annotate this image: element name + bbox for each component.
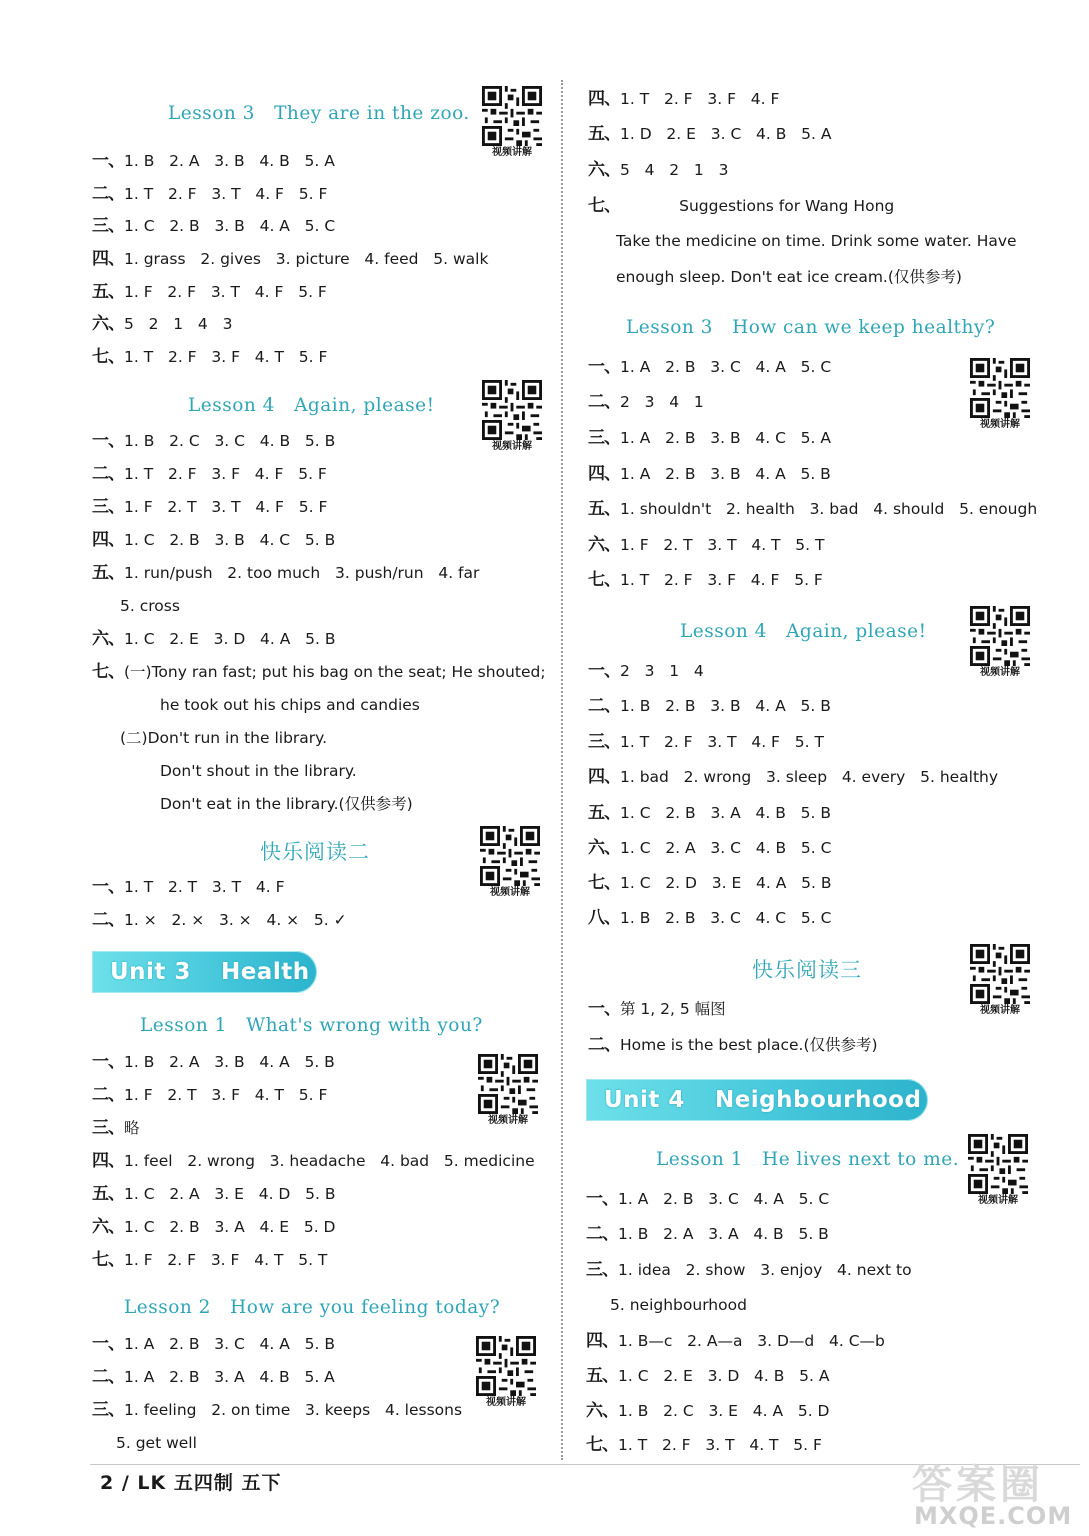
qr-code[interactable] xyxy=(480,380,544,454)
answer-line: 二、1. × 2. × 3. × 4. × 5. ✓ xyxy=(92,910,347,930)
answer-line: Don't shout in the library. xyxy=(160,762,357,780)
answer-line: 七、 Suggestions for Wang Hong xyxy=(588,196,895,216)
answer-line: 二、1. T 2. F 3. F 4. F 5. F xyxy=(92,464,327,484)
qr-caption: 视频讲解 xyxy=(980,419,1020,430)
qr-caption: 视频讲解 xyxy=(978,1195,1018,1206)
answer-line: 二、2 3 4 1 xyxy=(588,392,704,412)
qr-code[interactable] xyxy=(474,1336,538,1410)
qr-code[interactable] xyxy=(478,826,542,900)
answer-line: 六、1. C 2. B 3. A 4. E 5. D xyxy=(92,1217,336,1237)
answer-line: 一、第 1, 2, 5 幅图 xyxy=(588,999,726,1019)
answer-line: 六、1. C 2. E 3. D 4. A 5. B xyxy=(92,629,336,649)
qr-code-icon xyxy=(476,1336,536,1396)
lesson-title: Lesson 2 How are you feeling today? xyxy=(124,1297,501,1318)
answer-line: 四、1. grass 2. gives 3. picture 4. feed 5. walk xyxy=(92,249,489,269)
column-divider xyxy=(561,80,563,1460)
unit-banner xyxy=(586,1079,928,1121)
answer-line: 5. neighbourhood xyxy=(610,1296,747,1314)
answer-line: 五、1. C 2. E 3. D 4. B 5. A xyxy=(586,1366,830,1386)
qr-code[interactable] xyxy=(968,944,1032,1018)
watermark-logo: 答案圈 xyxy=(912,1462,1044,1508)
answer-line: 三、1. feeling 2. on time 3. keeps 4. lessons xyxy=(92,1400,463,1420)
answer-line: 五、1. shouldn't 2. health 3. bad 4. should 5. enough xyxy=(588,499,1038,519)
lesson-title: Lesson 3 They are in the zoo. xyxy=(168,103,470,124)
qr-caption: 视频讲解 xyxy=(488,1115,528,1126)
answer-line: 一、1. A 2. B 3. C 4. A 5. C xyxy=(588,357,832,377)
answer-line: 五、1. D 2. E 3. C 4. B 5. A xyxy=(588,124,832,144)
qr-code[interactable] xyxy=(476,1054,540,1128)
answer-line: 三、1. F 2. T 3. T 4. F 5. F xyxy=(92,497,328,517)
lesson-title: Lesson 1 What's wrong with you? xyxy=(140,1015,483,1036)
answer-line: 七、1. T 2. F 3. F 4. T 5. F xyxy=(92,347,328,367)
qr-caption: 视频讲解 xyxy=(492,147,532,158)
answer-line: 六、1. C 2. A 3. C 4. B 5. C xyxy=(588,838,832,858)
answer-line: 三、1. idea 2. show 3. enjoy 4. next to xyxy=(586,1260,912,1280)
answer-line: 一、1. T 2. T 3. T 4. F xyxy=(92,877,285,897)
answer-line: 六、5 4 2 1 3 xyxy=(588,160,729,180)
answer-line: 五、1. run/push 2. too much 3. push/run 4. far xyxy=(92,563,480,583)
answer-line: 一、1. B 2. A 3. B 4. A 5. B xyxy=(92,1052,335,1072)
unit-name: Health xyxy=(220,959,310,985)
answer-line: 四、1. bad 2. wrong 3. sleep 4. every 5. healthy xyxy=(588,767,999,787)
answer-line: 二、1. B 2. A 3. A 4. B 5. B xyxy=(586,1224,829,1244)
qr-caption: 视频讲解 xyxy=(486,1397,526,1408)
answer-line: 四、1. T 2. F 3. F 4. F xyxy=(588,89,780,109)
answer-line: 五、1. F 2. F 3. T 4. F 5. F xyxy=(92,282,327,302)
watermark xyxy=(900,1462,1080,1532)
qr-code[interactable] xyxy=(968,606,1032,680)
answer-line: 一、1. B 2. C 3. C 4. B 5. B xyxy=(92,431,336,451)
reading-title: 快乐阅读三 xyxy=(752,958,862,982)
qr-caption: 视频讲解 xyxy=(490,887,530,898)
qr-code-icon xyxy=(970,358,1030,418)
answer-line: 三、1. T 2. F 3. T 4. F 5. T xyxy=(588,732,824,752)
answer-line: 五、1. C 2. A 3. E 4. D 5. B xyxy=(92,1184,336,1204)
unit-name: Neighbourhood xyxy=(714,1087,922,1113)
answer-line: 三、略 xyxy=(92,1118,140,1138)
unit-number: Unit 4 xyxy=(604,1087,685,1113)
answer-line: 四、1. A 2. B 3. B 4. A 5. B xyxy=(588,464,831,484)
answer-line: 七、1. T 2. F 3. T 4. T 5. F xyxy=(586,1435,822,1455)
watermark-url: MXQE.COM xyxy=(914,1502,1073,1530)
answer-line: 八、1. B 2. B 3. C 4. C 5. C xyxy=(588,908,832,928)
qr-caption: 视频讲解 xyxy=(980,667,1020,678)
answer-line: 一、1. A 2. B 3. C 4. A 5. C xyxy=(586,1189,830,1209)
answer-line: 二、1. B 2. B 3. B 4. A 5. B xyxy=(588,696,831,716)
lesson-title: Lesson 3 How can we keep healthy? xyxy=(626,317,996,338)
answer-line: Take the medicine on time. Drink some water. Have xyxy=(616,232,1017,250)
answer-line: 三、1. C 2. B 3. B 4. A 5. C xyxy=(92,216,336,236)
qr-code-icon xyxy=(970,944,1030,1004)
answer-line: 二、1. A 2. B 3. A 4. B 5. A xyxy=(92,1367,335,1387)
lesson-title: Lesson 1 He lives next to me. xyxy=(656,1149,960,1170)
answer-line: 六、5 2 1 4 3 xyxy=(92,314,233,334)
answer-line: 四、1. B—c 2. A—a 3. D—d 4. C—b xyxy=(586,1331,885,1351)
answer-line: 六、1. B 2. C 3. E 4. A 5. D xyxy=(586,1401,830,1421)
lesson-title: Lesson 4 Again, please! xyxy=(188,395,435,416)
answer-line: 二、Home is the best place.(仅供参考) xyxy=(588,1035,878,1055)
answer-line: he took out his chips and candies xyxy=(160,696,420,714)
unit-number: Unit 3 xyxy=(110,959,191,985)
answer-line: enough sleep. Don't eat ice cream.(仅供参考) xyxy=(616,268,962,286)
answer-line: 一、1. B 2. A 3. B 4. B 5. A xyxy=(92,151,335,171)
answer-line: 二、1. F 2. T 3. F 4. T 5. F xyxy=(92,1085,328,1105)
qr-code-icon xyxy=(480,826,540,886)
answer-line: 七、1. F 2. F 3. F 4. T 5. T xyxy=(92,1250,328,1270)
qr-code[interactable] xyxy=(966,1134,1030,1208)
answer-line: 5. cross xyxy=(120,597,180,615)
lesson-title: Lesson 4 Again, please! xyxy=(680,621,927,642)
answer-line: 一、1. A 2. B 3. C 4. A 5. B xyxy=(92,1334,335,1354)
answer-line: 二、1. T 2. F 3. T 4. F 5. F xyxy=(92,184,328,204)
qr-caption: 视频讲解 xyxy=(492,441,532,452)
qr-code-icon xyxy=(482,86,542,146)
answer-line: 六、1. F 2. T 3. T 4. T 5. T xyxy=(588,535,825,555)
answer-line: 四、1. feel 2. wrong 3. headache 4. bad 5. medicine xyxy=(92,1151,535,1171)
answer-line: (二)Don't run in the library. xyxy=(120,729,328,747)
answer-line: 七、(一)Tony ran fast; put his bag on the seat; He shouted; xyxy=(92,662,546,682)
qr-code-icon xyxy=(968,1134,1028,1194)
answer-line: 七、1. C 2. D 3. E 4. A 5. B xyxy=(588,873,832,893)
page-footer: 2 / LK 五四制 五下 xyxy=(100,1472,282,1494)
answer-line: Don't eat in the library.(仅供参考) xyxy=(160,795,413,813)
answer-line: 一、2 3 1 4 xyxy=(588,661,704,681)
qr-code[interactable] xyxy=(480,86,544,160)
reading-title: 快乐阅读二 xyxy=(260,840,370,864)
answer-line: 七、1. T 2. F 3. F 4. F 5. F xyxy=(588,570,823,590)
answer-line: 5. get well xyxy=(116,1434,197,1452)
qr-code-icon xyxy=(478,1054,538,1114)
unit-banner xyxy=(92,951,317,993)
qr-code[interactable] xyxy=(968,358,1032,432)
qr-caption: 视频讲解 xyxy=(980,1005,1020,1016)
qr-code-icon xyxy=(482,380,542,440)
qr-code-icon xyxy=(970,606,1030,666)
answer-line: 四、1. C 2. B 3. B 4. C 5. B xyxy=(92,530,336,550)
answer-line: 五、1. C 2. B 3. A 4. B 5. B xyxy=(588,803,832,823)
answer-line: 三、1. A 2. B 3. B 4. C 5. A xyxy=(588,428,831,448)
